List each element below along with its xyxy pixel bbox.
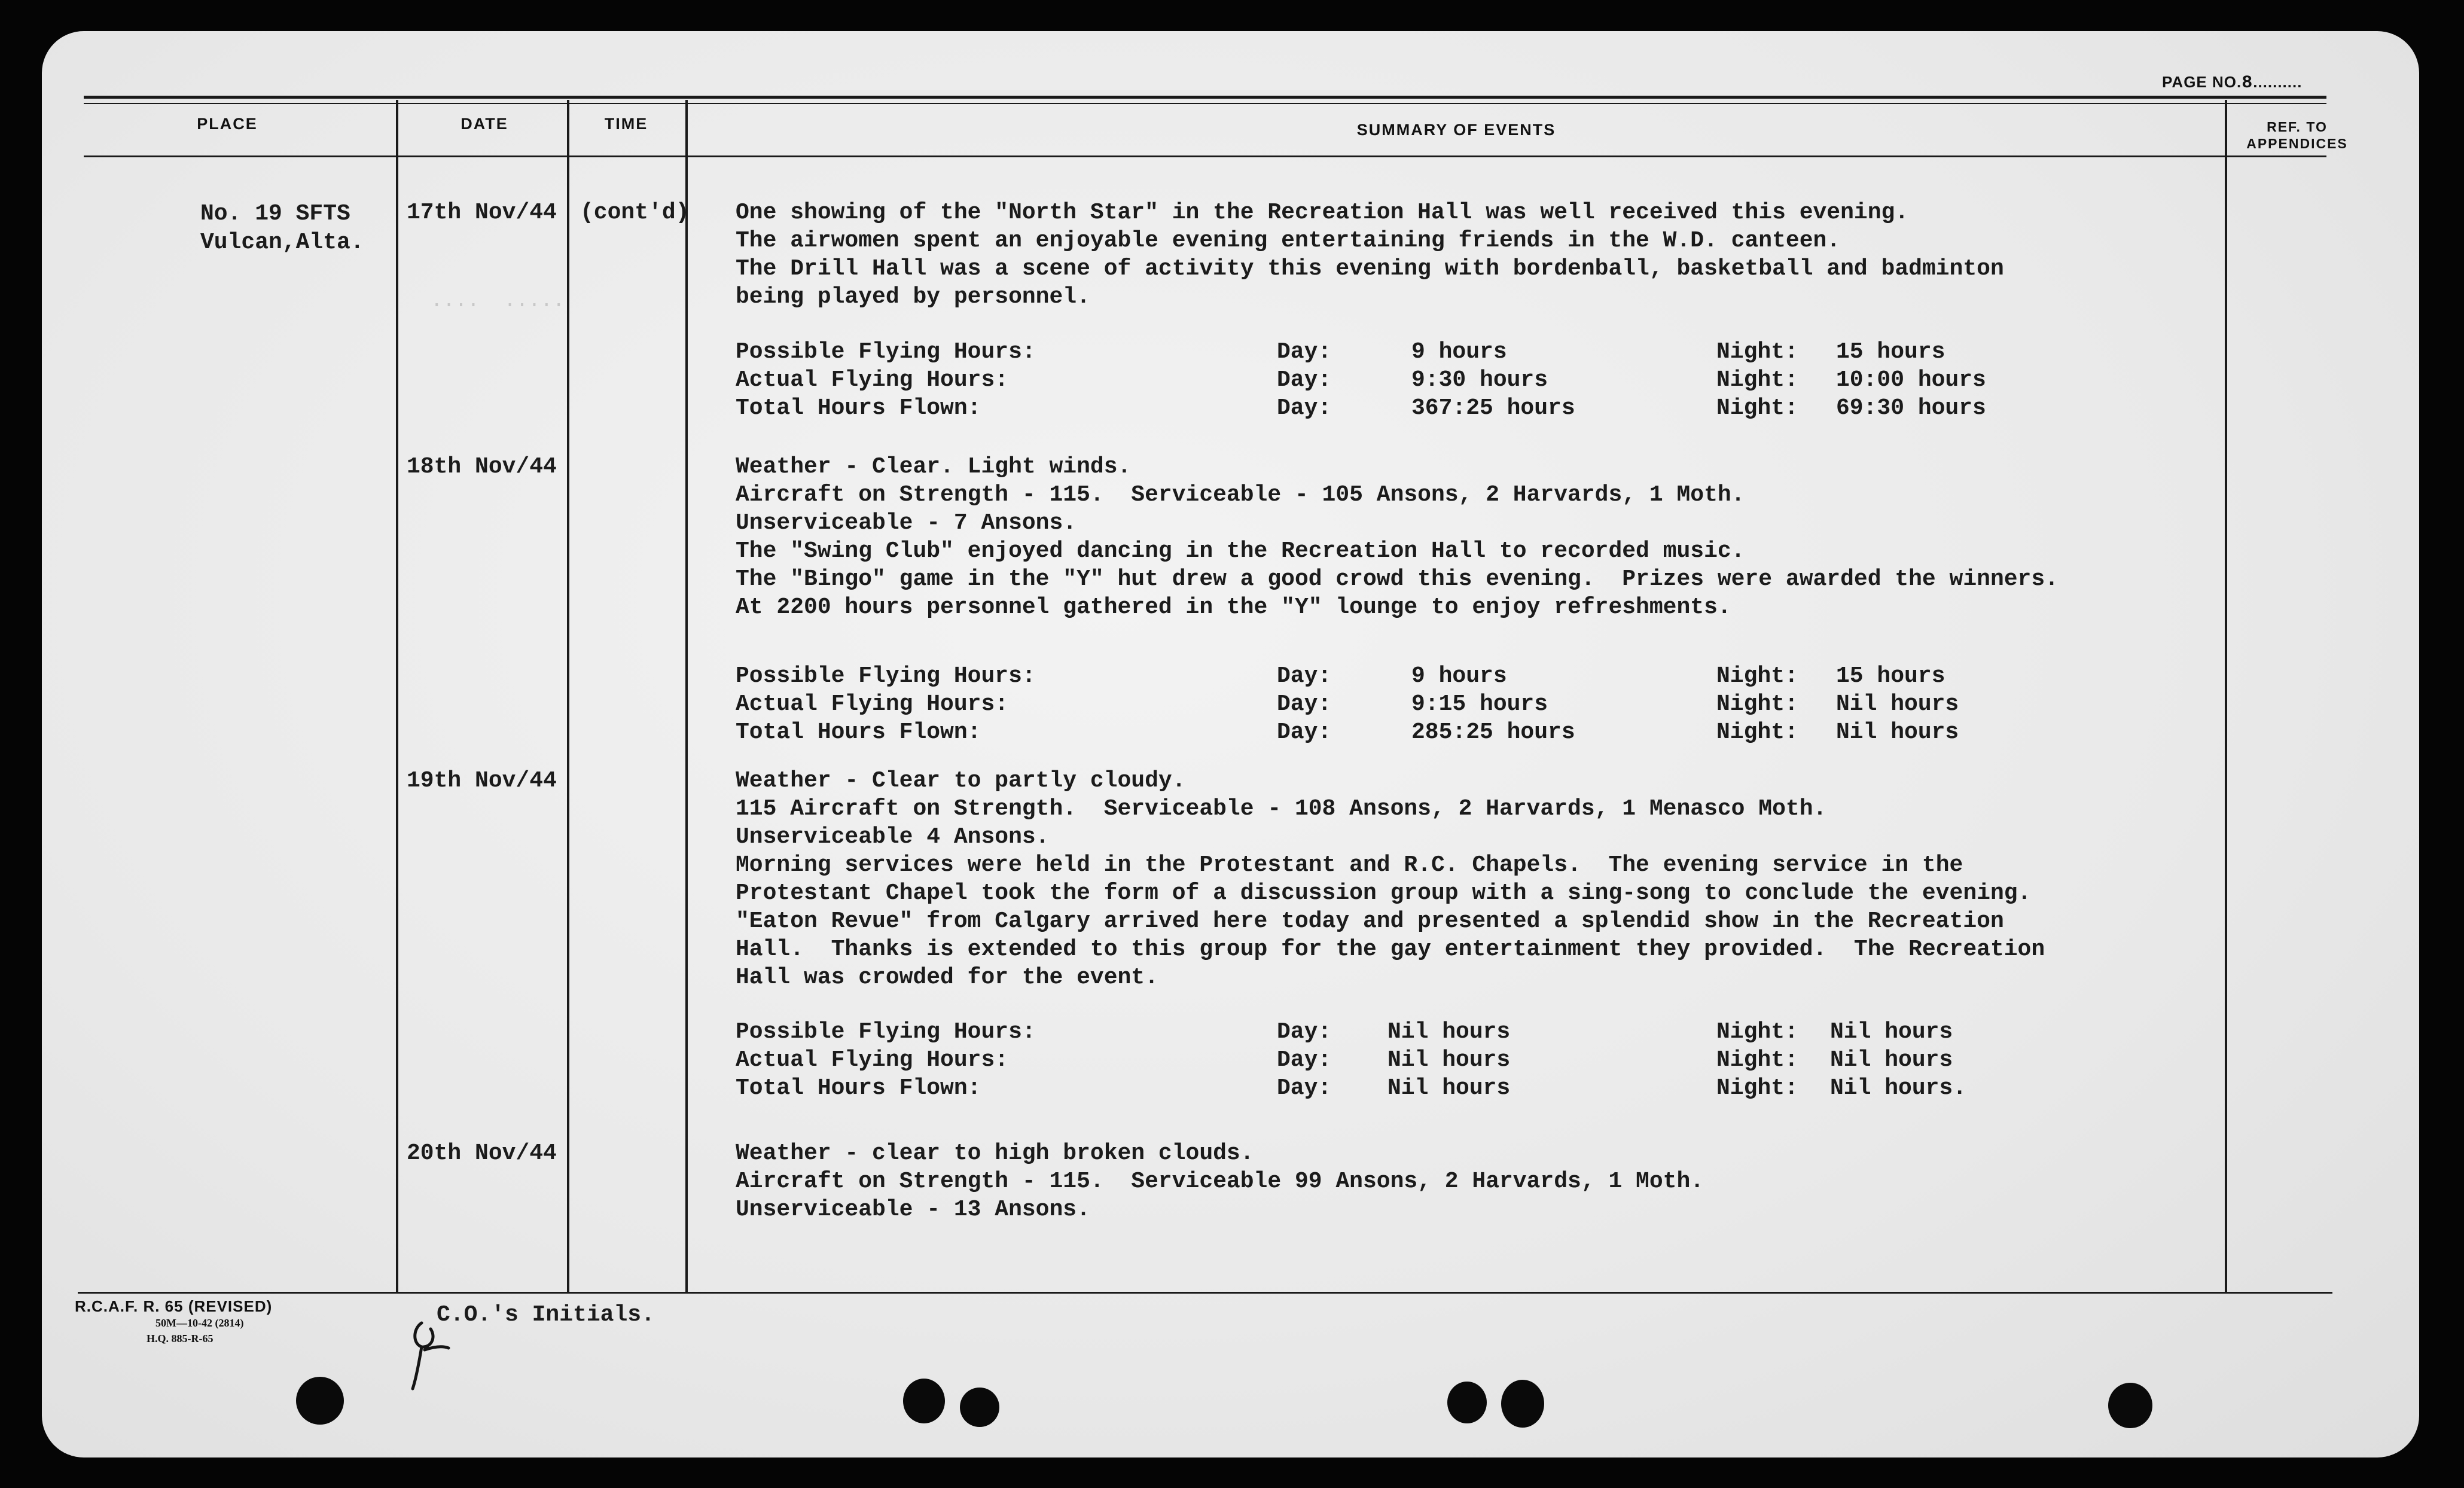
bleed-through-mark: ···· ····· (431, 294, 565, 317)
hours-day-value: Nil hours (1387, 1075, 1511, 1101)
summary-line: "Eaton Revue" from Calgary arrived here today and presented a splendid show in the Recreation (736, 908, 2004, 934)
summary-line: Weather - Clear to partly cloudy. (736, 768, 1186, 794)
hours-night-value: 10:00 hours (1836, 367, 1986, 393)
hours-day-value: 9:15 hours (1411, 691, 1548, 717)
column-header-ref (2228, 118, 2366, 152)
hours-night-label: Night: (1716, 1019, 1798, 1045)
hours-night-value: Nil hours (1830, 1047, 1953, 1073)
hours-day-value: 367:25 hours (1411, 395, 1575, 421)
hours-night-label: Night: (1716, 719, 1798, 745)
hours-night-value: Nil hours (1830, 1019, 1953, 1045)
hours-night-label: Night: (1716, 1047, 1798, 1073)
place-date-divider (396, 100, 398, 1293)
hours-night-label: Night: (1716, 367, 1798, 393)
hours-night-value: 15 hours (1836, 339, 1945, 365)
hours-label: Total Hours Flown: (736, 1075, 981, 1101)
punch-hole-5 (1501, 1380, 1544, 1428)
entry-date: 19th Nov/44 (407, 768, 557, 794)
summary-line: 115 Aircraft on Strength. Serviceable - 108 Ansons, 2 Harvards, 1 Menasco Moth. (736, 796, 1827, 822)
punch-hole-4 (1447, 1382, 1487, 1423)
top-rule-thick (84, 96, 2326, 99)
hours-day-value: 9 hours (1411, 339, 1507, 365)
print-code-2: H.Q. 885-R-65 (147, 1333, 214, 1344)
hours-day-label: Day: (1277, 1075, 1332, 1101)
hours-night-value: Nil hours (1836, 719, 1959, 745)
summary-line: The Drill Hall was a scene of activity this evening with bordenball, basketball and badminton (736, 256, 2004, 282)
hours-day-label: Day: (1277, 719, 1332, 745)
hours-night-value: 69:30 hours (1836, 395, 1986, 421)
hours-day-value: Nil hours (1387, 1047, 1511, 1073)
column-header-summary: SUMMARY OF EVENTS (1356, 121, 1556, 139)
entry-date: 17th Nov/44 (407, 200, 557, 225)
hours-day-value: 9 hours (1411, 663, 1507, 689)
page-number-label: PAGE NO. (2162, 73, 2242, 91)
hours-label: Possible Flying Hours: (736, 663, 1036, 689)
summary-line: Unserviceable 4 Ansons. (736, 824, 1050, 850)
hours-night-value: Nil hours. (1830, 1075, 1967, 1101)
ref-header-line1: REF. TO (2267, 119, 2328, 135)
hours-label: Actual Flying Hours: (736, 367, 1009, 393)
page-number: PAGE NO.8.......... (2162, 73, 2303, 93)
co-initials-label: C.O.'s Initials. (437, 1302, 655, 1328)
hours-day-label: Day: (1277, 339, 1332, 365)
footer-rule (78, 1292, 2332, 1294)
summary-line: Weather - clear to high broken clouds. (736, 1141, 1254, 1166)
initials-signature (389, 1311, 455, 1395)
hours-label: Possible Flying Hours: (736, 1019, 1036, 1045)
hours-night-label: Night: (1716, 663, 1798, 689)
column-header-place: PLACE (197, 115, 258, 133)
hours-label: Possible Flying Hours: (736, 339, 1036, 365)
summary-line: Morning services were held in the Protestant and R.C. Chapels. The evening service in the (736, 852, 1963, 878)
hours-day-label: Day: (1277, 1047, 1332, 1073)
punch-hole-2 (903, 1379, 945, 1423)
summary-line: Unserviceable - 13 Ansons. (736, 1197, 1090, 1222)
summary-line: Hall. Thanks is extended to this group for the gay entertainment they provided. The Recreation (736, 937, 2045, 962)
summary-line: Aircraft on Strength - 115. Serviceable 99 Ansons, 2 Harvards, 1 Moth. (736, 1169, 1704, 1194)
hours-night-label: Night: (1716, 1075, 1798, 1101)
hours-day-label: Day: (1277, 367, 1332, 393)
hours-night-label: Night: (1716, 691, 1798, 717)
punch-hole-3 (960, 1388, 999, 1427)
hours-day-value: Nil hours (1387, 1019, 1511, 1045)
summary-line: Hall was crowded for the event. (736, 965, 1158, 990)
form-id: R.C.A.F. R. 65 (REVISED) (75, 1297, 273, 1315)
top-rule-thin (84, 103, 2326, 104)
column-header-date: DATE (461, 115, 508, 133)
place-location: Vulcan,Alta. (200, 230, 364, 255)
summary-line: One showing of the "North Star" in the Recreation Hall was well received this evening. (736, 200, 1909, 225)
ref-header-line2: APPENDICES (2246, 136, 2348, 151)
place-unit: No. 19 SFTS (200, 201, 350, 227)
entry-time: (cont'd) (580, 200, 690, 225)
punch-hole-1 (296, 1377, 344, 1425)
record-card (42, 31, 2419, 1457)
summary-line: Aircraft on Strength - 115. Serviceable - 105 Ansons, 2 Harvards, 1 Moth. (736, 482, 1745, 508)
hours-label: Total Hours Flown: (736, 719, 981, 745)
summary-line: At 2200 hours personnel gathered in the "Y" lounge to enjoy refreshments. (736, 594, 1731, 620)
time-summary-divider (685, 100, 688, 1293)
hours-label: Actual Flying Hours: (736, 1047, 1009, 1073)
punch-hole-6 (2108, 1383, 2152, 1428)
summary-line: Unserviceable - 7 Ansons. (736, 510, 1077, 536)
print-code-1: 50M—10-42 (2814) (155, 1317, 244, 1329)
hours-day-label: Day: (1277, 1019, 1332, 1045)
hours-day-label: Day: (1277, 395, 1332, 421)
summary-ref-divider (2225, 100, 2227, 1293)
page-number-value: 8 (2242, 73, 2253, 93)
date-time-divider (567, 100, 569, 1293)
column-header-time: TIME (604, 115, 648, 133)
entry-date: 18th Nov/44 (407, 454, 557, 480)
summary-line: The "Swing Club" enjoyed dancing in the Recreation Hall to recorded music. (736, 538, 1745, 564)
header-bottom-rule (84, 155, 2326, 157)
summary-line: being played by personnel. (736, 284, 1090, 310)
entry-date: 20th Nov/44 (407, 1141, 557, 1166)
hours-day-label: Day: (1277, 691, 1332, 717)
summary-line: Protestant Chapel took the form of a discussion group with a sing-song to conclude the evening. (736, 880, 2032, 906)
hours-night-value: Nil hours (1836, 691, 1959, 717)
summary-line: The airwomen spent an enjoyable evening entertaining friends in the W.D. canteen. (736, 228, 1841, 254)
summary-line: Weather - Clear. Light winds. (736, 454, 1132, 480)
summary-line: The "Bingo" game in the "Y" hut drew a good crowd this evening. Prizes were awarded the winners. (736, 566, 2059, 592)
hours-night-value: 15 hours (1836, 663, 1945, 689)
hours-day-label: Day: (1277, 663, 1332, 689)
hours-day-value: 285:25 hours (1411, 719, 1575, 745)
hours-label: Total Hours Flown: (736, 395, 981, 421)
hours-night-label: Night: (1716, 395, 1798, 421)
hours-label: Actual Flying Hours: (736, 691, 1009, 717)
hours-day-value: 9:30 hours (1411, 367, 1548, 393)
hours-night-label: Night: (1716, 339, 1798, 365)
